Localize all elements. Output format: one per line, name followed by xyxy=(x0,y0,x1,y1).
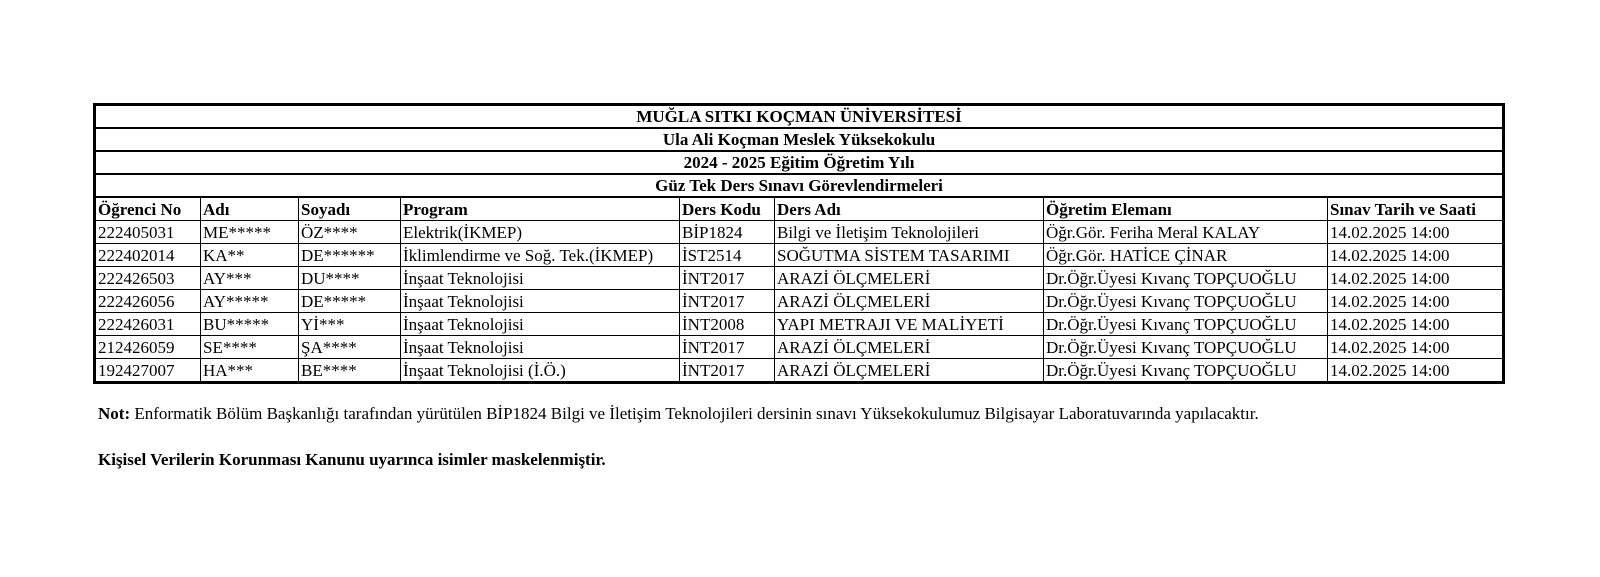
exam-note xyxy=(98,404,1259,424)
header-row-year xyxy=(95,151,1504,174)
table-row xyxy=(95,221,1504,244)
exam-datetime-cell: 14.02.2025 14:00 xyxy=(1328,267,1504,290)
header-row-school xyxy=(95,128,1504,151)
first-name-cell: KA** xyxy=(201,244,299,267)
course-name-cell: ARAZİ ÖLÇMELERİ xyxy=(775,336,1044,359)
column-header: Ders Kodu xyxy=(680,197,775,221)
program-cell: İnşaat Teknolojisi (İ.Ö.) xyxy=(401,359,680,383)
exam-datetime-cell: 14.02.2025 14:00 xyxy=(1328,359,1504,383)
note-text: Enformatik Bölüm Başkanlığı tarafından yürütülen BİP1824 Bilgi ve İletişim Teknolojileri dersinin sınavı Yüksekokulumuz Bilgisayar Laboratuvarında yapılacaktır. xyxy=(130,404,1259,423)
column-header: Program xyxy=(401,197,680,221)
column-header: Öğrenci No xyxy=(95,197,201,221)
column-header-row xyxy=(95,197,1504,221)
first-name-cell: HA*** xyxy=(201,359,299,383)
student-no-cell: 222426031 xyxy=(95,313,201,336)
first-name-cell: SE**** xyxy=(201,336,299,359)
exam-assignment-table xyxy=(93,103,1505,384)
column-header: Sınav Tarih ve Saati xyxy=(1328,197,1504,221)
course-code-cell: İNT2017 xyxy=(680,359,775,383)
program-cell: İnşaat Teknolojisi xyxy=(401,290,680,313)
table-row xyxy=(95,359,1504,383)
course-name-cell: YAPI METRAJI VE MALİYETİ xyxy=(775,313,1044,336)
instructor-cell: Öğr.Gör. Feriha Meral KALAY xyxy=(1044,221,1328,244)
last-name-cell: BE**** xyxy=(299,359,401,383)
note-label: Not: xyxy=(98,404,131,423)
exam-datetime-cell: 14.02.2025 14:00 xyxy=(1328,313,1504,336)
course-name-cell: ARAZİ ÖLÇMELERİ xyxy=(775,267,1044,290)
document-title: Güz Tek Ders Sınavı Görevlendirmeleri xyxy=(95,174,1504,197)
program-cell: İnşaat Teknolojisi xyxy=(401,267,680,290)
table-row xyxy=(95,336,1504,359)
last-name-cell: DE***** xyxy=(299,290,401,313)
last-name-cell: DU**** xyxy=(299,267,401,290)
course-code-cell: BİP1824 xyxy=(680,221,775,244)
exam-document xyxy=(93,103,1502,384)
student-no-cell: 212426059 xyxy=(95,336,201,359)
student-no-cell: 222426056 xyxy=(95,290,201,313)
exam-datetime-cell: 14.02.2025 14:00 xyxy=(1328,221,1504,244)
column-header: Öğretim Elemanı xyxy=(1044,197,1328,221)
course-code-cell: İNT2017 xyxy=(680,336,775,359)
course-code-cell: İNT2017 xyxy=(680,290,775,313)
program-cell: İklimlendirme ve Soğ. Tek.(İKMEP) xyxy=(401,244,680,267)
table-row xyxy=(95,267,1504,290)
instructor-cell: Dr.Öğr.Üyesi Kıvanç TOPÇUOĞLU xyxy=(1044,313,1328,336)
column-header: Adı xyxy=(201,197,299,221)
student-no-cell: 192427007 xyxy=(95,359,201,383)
student-no-cell: 222402014 xyxy=(95,244,201,267)
table-row xyxy=(95,290,1504,313)
exam-datetime-cell: 14.02.2025 14:00 xyxy=(1328,244,1504,267)
university-name: MUĞLA SITKI KOÇMAN ÜNİVERSİTESİ xyxy=(95,105,1504,129)
course-code-cell: İNT2017 xyxy=(680,267,775,290)
course-name-cell: Bilgi ve İletişim Teknolojileri xyxy=(775,221,1044,244)
instructor-cell: Dr.Öğr.Üyesi Kıvanç TOPÇUOĞLU xyxy=(1044,359,1328,383)
column-header: Soyadı xyxy=(299,197,401,221)
program-cell: İnşaat Teknolojisi xyxy=(401,313,680,336)
header-row-title xyxy=(95,174,1504,197)
last-name-cell: DE****** xyxy=(299,244,401,267)
exam-datetime-cell: 14.02.2025 14:00 xyxy=(1328,336,1504,359)
last-name-cell: Yİ*** xyxy=(299,313,401,336)
student-no-cell: 222405031 xyxy=(95,221,201,244)
course-code-cell: İNT2008 xyxy=(680,313,775,336)
table-body xyxy=(95,105,1504,383)
column-header: Ders Adı xyxy=(775,197,1044,221)
instructor-cell: Öğr.Gör. HATİCE ÇİNAR xyxy=(1044,244,1328,267)
program-cell: Elektrik(İKMEP) xyxy=(401,221,680,244)
table-row xyxy=(95,244,1504,267)
school-name: Ula Ali Koçman Meslek Yüksekokulu xyxy=(95,128,1504,151)
instructor-cell: Dr.Öğr.Üyesi Kıvanç TOPÇUOĞLU xyxy=(1044,336,1328,359)
academic-year: 2024 - 2025 Eğitim Öğretim Yılı xyxy=(95,151,1504,174)
program-cell: İnşaat Teknolojisi xyxy=(401,336,680,359)
instructor-cell: Dr.Öğr.Üyesi Kıvanç TOPÇUOĞLU xyxy=(1044,290,1328,313)
header-row-university xyxy=(95,105,1504,129)
last-name-cell: ÖZ**** xyxy=(299,221,401,244)
first-name-cell: AY***** xyxy=(201,290,299,313)
student-no-cell: 222426503 xyxy=(95,267,201,290)
last-name-cell: ŞA**** xyxy=(299,336,401,359)
first-name-cell: ME***** xyxy=(201,221,299,244)
first-name-cell: AY*** xyxy=(201,267,299,290)
kvkk-notice: Kişisel Verilerin Korunması Kanunu uyarınca isimler maskelenmiştir. xyxy=(98,450,606,469)
course-name-cell: ARAZİ ÖLÇMELERİ xyxy=(775,290,1044,313)
course-code-cell: İST2514 xyxy=(680,244,775,267)
course-name-cell: SOĞUTMA SİSTEM TASARIMI xyxy=(775,244,1044,267)
first-name-cell: BU***** xyxy=(201,313,299,336)
table-row xyxy=(95,313,1504,336)
instructor-cell: Dr.Öğr.Üyesi Kıvanç TOPÇUOĞLU xyxy=(1044,267,1328,290)
exam-datetime-cell: 14.02.2025 14:00 xyxy=(1328,290,1504,313)
course-name-cell: ARAZİ ÖLÇMELERİ xyxy=(775,359,1044,383)
